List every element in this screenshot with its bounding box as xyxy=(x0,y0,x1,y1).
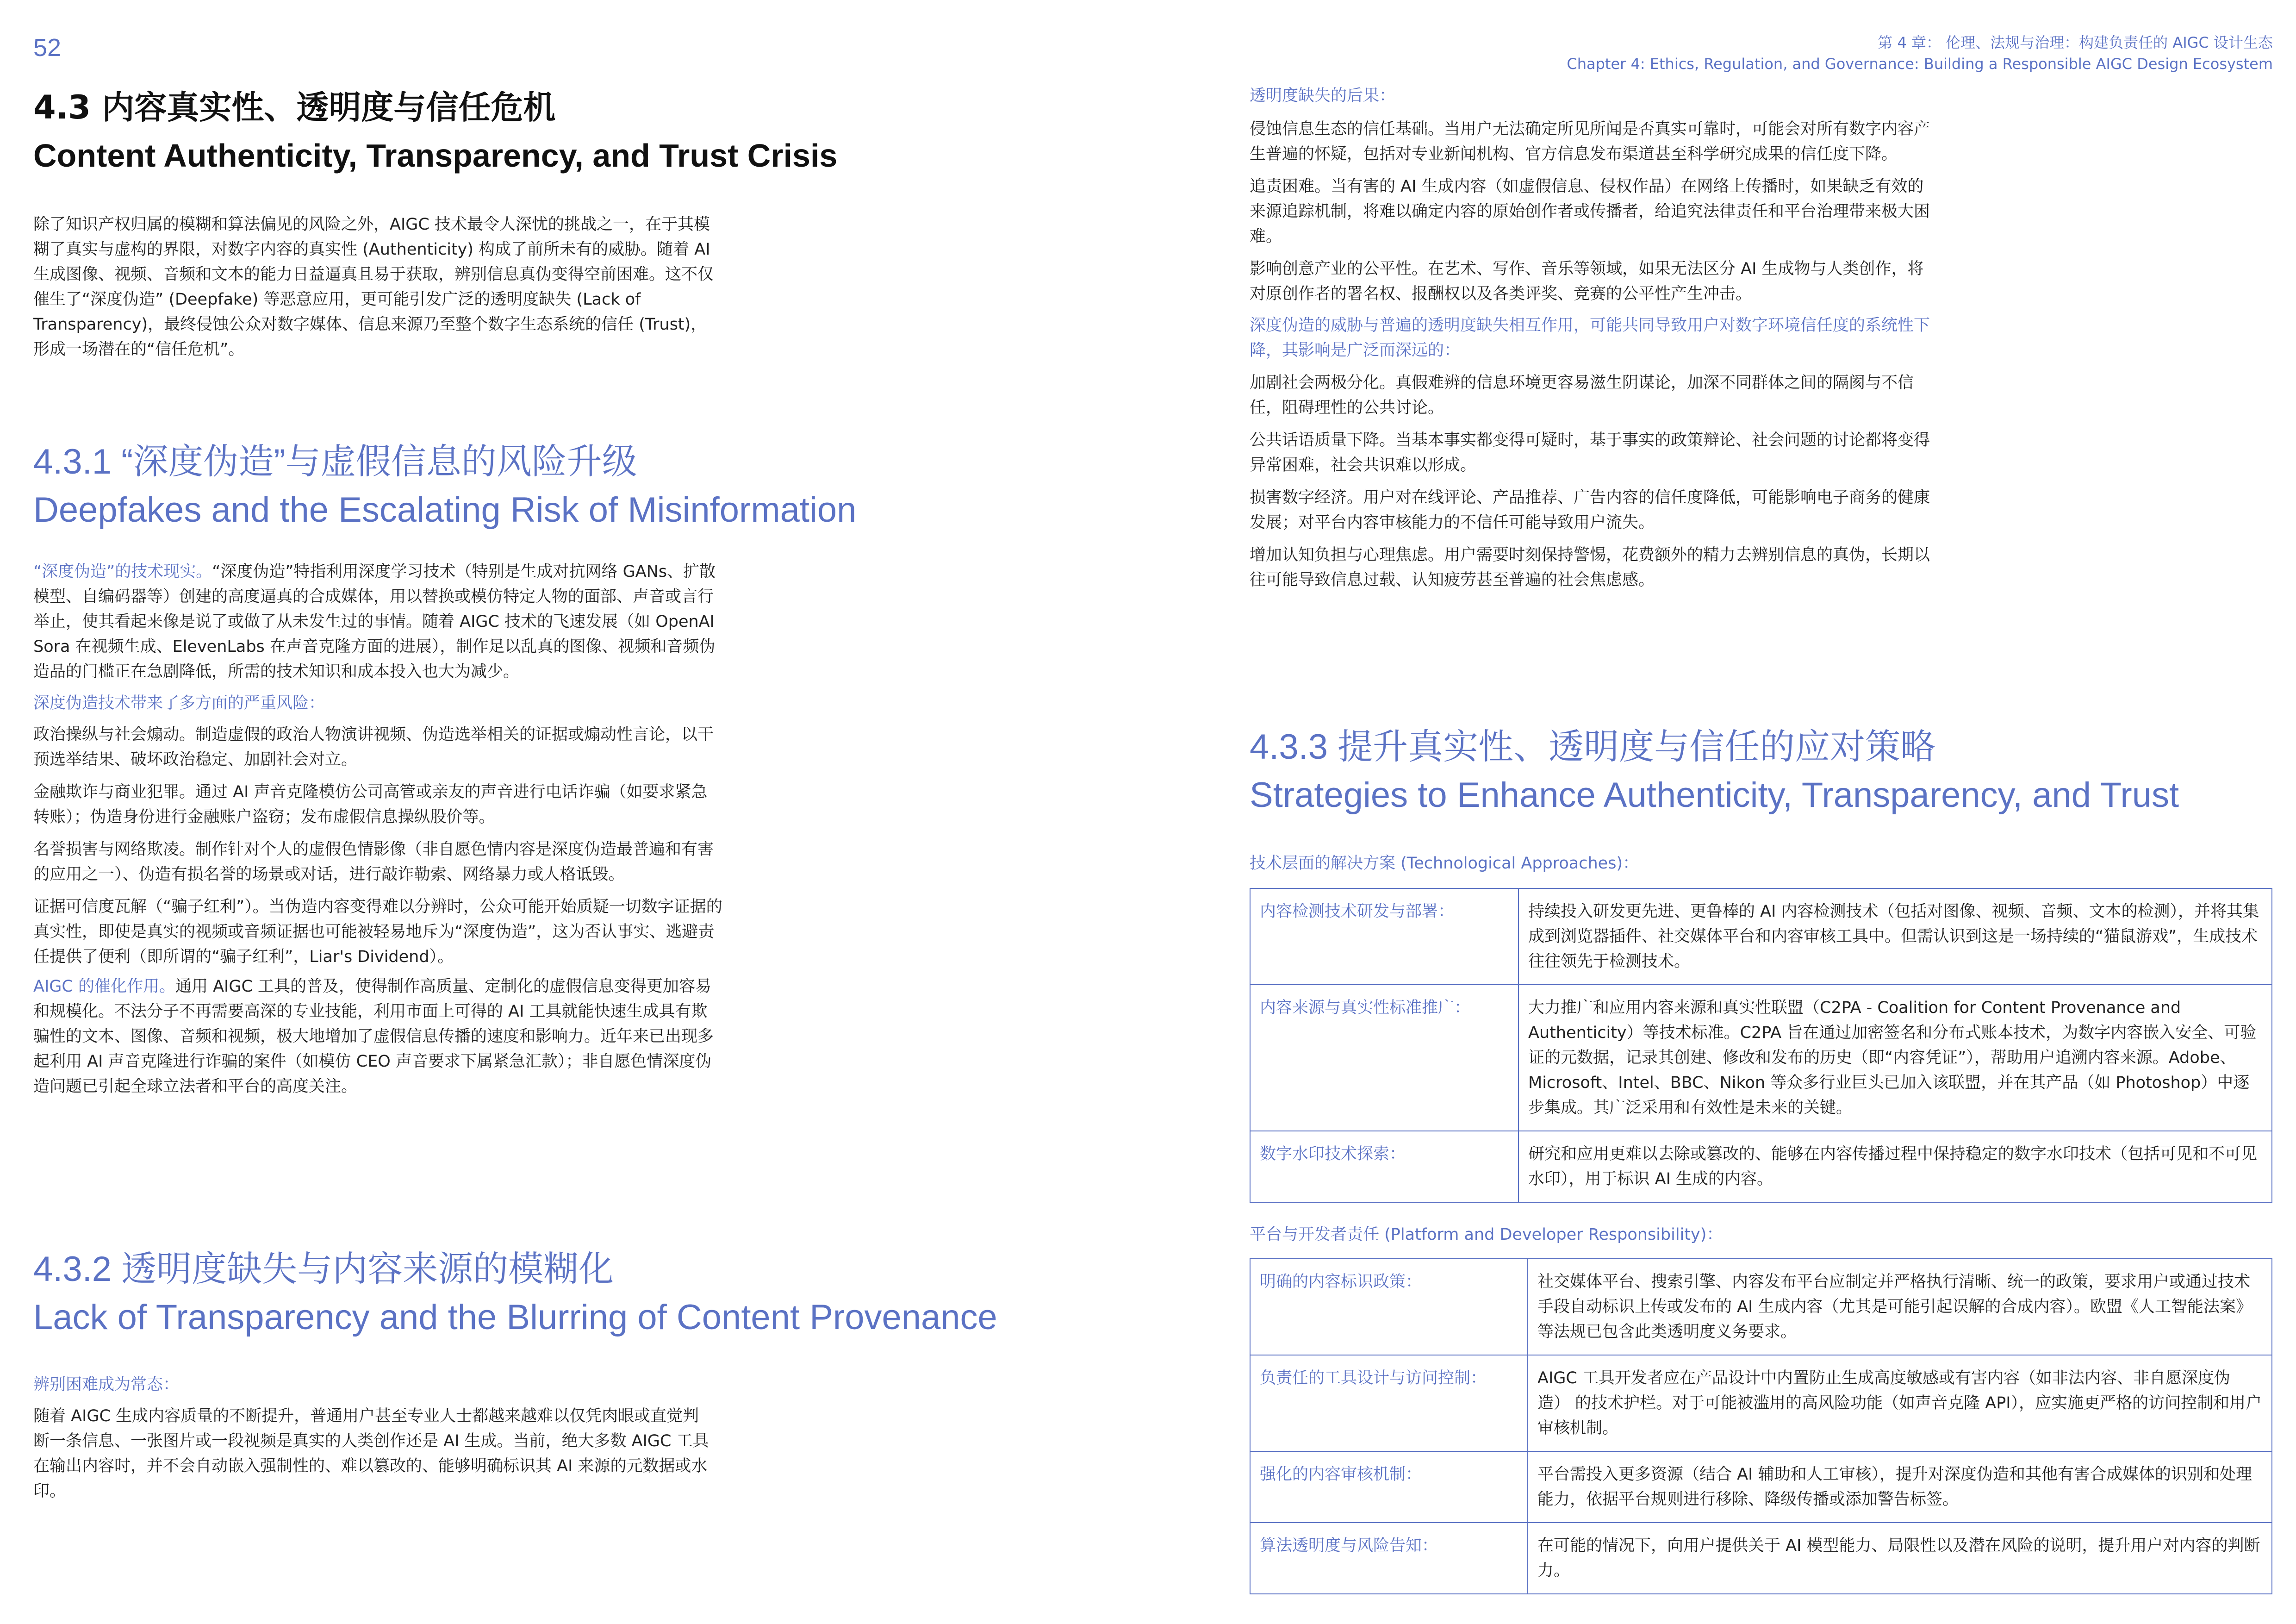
heading-4-3-2 xyxy=(33,1245,1052,1342)
table-row xyxy=(1250,1523,2272,1594)
table-row xyxy=(1250,888,2272,985)
heading-4-3-1 xyxy=(33,438,866,534)
heading-4-3-2-en: Lack of Transparency and the Blurring of Content Provenance xyxy=(33,1298,997,1337)
paragraph-lead: “深度伪造”的技术现实。 xyxy=(33,562,212,581)
platform-responsibility-label: 平台与开发者责任 (Platform and Developer Responsibility)： xyxy=(1250,1225,1723,1244)
page-number: 52 xyxy=(33,34,62,62)
row-key: 明确的内容标识政策： xyxy=(1250,1259,1528,1355)
table-row xyxy=(1250,1131,2272,1202)
consequence-fairness: 影响创意产业的公平性。在艺术、写作、音乐等领域，如果无法区分 AI 生成物与人类创作，将对原创作者的署名权、报酬权以及各类评奖、竞赛的公平性产生冲击。 xyxy=(1250,260,1924,303)
heading-4-3-2-zh: 4.3.2 透明度缺失与内容来源的模糊化 xyxy=(33,1249,614,1289)
tech-approaches-table xyxy=(1250,888,2272,1203)
section-title-zh: 4.3 内容真实性、透明度与信任危机 xyxy=(33,88,556,126)
heading-4-3-1-en: Deepfakes and the Escalating Risk of Misinformation xyxy=(33,490,857,530)
tech-approaches-label: 技术层面的解决方案 (Technological Approaches)： xyxy=(1250,854,1639,873)
heading-4-3-3-en: Strategies to Enhance Authenticity, Transparency, and Trust xyxy=(1250,775,2179,815)
interplay-label: 深度伪造的威胁与普遍的透明度缺失相互作用，可能共同导致用户对数字环境信任度的系统性下降，其影响是广泛而深远的： xyxy=(1250,316,1930,360)
running-header-en: Chapter 4: Ethics, Regulation, and Governance: Building a Responsible AIGC Design Ecosystem xyxy=(1567,55,2273,73)
paragraph-text: 通用 AIGC 工具的普及，使得制作高质量、定制化的虚假信息变得更加容易和规模化。不法分子不再需要高深的专业技能，利用市面上可得的 AI 工具就能快速生成具有欺骗性的文本、图像、音频和视频，极大地增加了虚假信息传播的速度和影响力。近年来已出现多起利用 AI 声音克隆进行诈骗的案件（如模仿 CEO 声音要求下属紧急汇款）；非自愿色情深度伪造问题已引起全球立法者和平台的高度关注。 xyxy=(33,977,714,1096)
consequences-label: 透明度缺失的后果： xyxy=(1250,87,1396,105)
deepfake-reality-paragraph xyxy=(33,559,723,684)
heading-4-3-3-zh: 4.3.3 提升真实性、透明度与信任的应对策略 xyxy=(1250,727,1936,767)
heading-4-3-1-zh: 4.3.1 “深度伪造”与虚假信息的风险升级 xyxy=(33,442,637,481)
row-value: 在可能的情况下，向用户提供关于 AI 模型能力、局限性以及潜在风险的说明，提升用户对内容的判断力。 xyxy=(1528,1523,2272,1594)
difficulty-label: 辨别困难成为常态： xyxy=(33,1375,180,1394)
impact-polarization: 加剧社会两极分化。真假难辨的信息环境更容易滋生阴谋论，加深不同群体之间的隔阂与不信任，阻碍理性的公共讨论。 xyxy=(1250,374,1914,417)
s432-body xyxy=(33,1372,714,1504)
section-title-en: Content Authenticity, Transparency, and Trust Crisis xyxy=(33,137,838,174)
paragraph-lead: AIGC 的催化作用。 xyxy=(33,977,175,996)
section-title xyxy=(33,83,837,180)
s431-body xyxy=(33,559,723,1099)
row-key: 数字水印技术探索： xyxy=(1250,1131,1518,1202)
section-intro: 除了知识产权归属的模糊和算法偏见的风险之外，AIGC 技术最令人深忧的挑战之一，在于其模糊了真实与虚构的界限，对数字内容的真实性 (Authenticity) 构成了前所未有的威胁。随着 AI 生成图像、视频、音频和文本的能力日益逼真且易于获取，辨别信息真伪变得空前困难。这不仅催生了“深度伪造” (Deepfake) 等恶意应用，更可能引发广泛的透明度缺失 (Lack of Transparency)，最终侵蚀公众对数字媒体、信息来源乃至整个数字生态系统的信任 (Trust)，形成一场潜在的“信任危机”。 xyxy=(33,215,714,359)
risk-financial: 金融欺诈与商业犯罪。通过 AI 声音克隆模仿公司高管或亲友的声音进行电话诈骗（如要求紧急转账）；伪造身份进行金融账户盗窃；发布虚假信息操纵股价等。 xyxy=(33,783,708,826)
consequence-trust: 侵蚀信息生态的信任基础。当用户无法确定所见所闻是否真实可靠时，可能会对所有数字内容产生普遍的怀疑，包括对专业新闻机构、官方信息发布渠道甚至科学研究成果的信任度下降。 xyxy=(1250,120,1930,163)
running-header-zh: 第 4 章： 伦理、法规与治理：构建负责任的 AIGC 设计生态 xyxy=(1878,34,2273,51)
difficulty-paragraph: 随着 AIGC 生成内容质量的不断提升，普通用户甚至专业人士都越来越难以仅凭肉眼或直觉判断一条信息、一张图片或一段视频是真实的人类创作还是 AI 生成。当前，绝大多数 AIGC 工具在输出内容时，并不会自动嵌入强制性的、难以篡改的、能够明确标识其 AI 来源的元数据或水印。 xyxy=(33,1407,709,1500)
risks-label: 深度伪造技术带来了多方面的严重风险： xyxy=(33,694,325,712)
row-key: 强化的内容审核机制： xyxy=(1250,1451,1528,1523)
risk-political: 政治操纵与社会煽动。制造虚假的政治人物演讲视频、伪造选举相关的证据或煽动性言论，以干预选举结果、破坏政治稳定、加剧社会对立。 xyxy=(33,725,714,769)
table-row xyxy=(1250,985,2272,1131)
row-key: 内容检测技术研发与部署： xyxy=(1250,888,1518,985)
s432-consequences xyxy=(1250,83,1935,593)
aigc-catalyst-paragraph xyxy=(33,974,723,1099)
row-value: 研究和应用更难以去除或篡改的、能够在内容传播过程中保持稳定的数字水印技术（包括可见和不可见水印），用于标识 AI 生成的内容。 xyxy=(1518,1131,2272,1202)
impact-discourse: 公共话语质量下降。当基本事实都变得可疑时，基于事实的政策辩论、社会问题的讨论都将变得异常困难，社会共识难以形成。 xyxy=(1250,431,1930,475)
heading-4-3-3 xyxy=(1250,723,2268,819)
row-value: 平台需投入更多资源（结合 AI 辅助和人工审核），提升对深度伪造和其他有害合成媒体的识别和处理能力，依据平台规则进行移除、降级传播或添加警告标签。 xyxy=(1528,1451,2272,1523)
row-value: 持续投入研发更先进、更鲁棒的 AI 内容检测技术（包括对图像、视频、音频、文本的检测），并将其集成到浏览器插件、社交媒体平台和内容审核工具中。但需认识到这是一场持续的“猫鼠游戏”，生成技术往往领先于检测技术。 xyxy=(1518,888,2272,985)
risk-evidence: 证据可信度瓦解（“骗子红利”）。当伪造内容变得难以分辨时，公众可能开始质疑一切数字证据的真实性，即使是真实的视频或音频证据也可能被轻易地斥为“深度伪造”，这为否认事实、逃避责任提供了便利（即所谓的“骗子红利”，Liar's Dividend）。 xyxy=(33,898,722,966)
impact-cognitive: 增加认知负担与心理焦虑。用户需要时刻保持警惕，花费额外的精力去辨别信息的真伪，长期以往可能导致信息过载、认知疲劳甚至普遍的社会焦虑感。 xyxy=(1250,546,1930,589)
row-value: AIGC 工具开发者应在产品设计中内置防止生成高度敏感或有害内容（如非法内容、非自愿深度伪造） 的技术护栏。对于可能被滥用的高风险功能（如声音克隆 API），应实施更严格的访问控制和用户审核机制。 xyxy=(1528,1355,2272,1451)
row-value: 大力推广和应用内容来源和真实性联盟（C2PA - Coalition for Content Provenance and Authenticity）等技术标准。C2PA 旨在通过加密签名和分布式账本技术，为数字内容嵌入安全、可验证的元数据，记录其创建、修改和发布的历史（即“内容凭证”），帮助用户追溯内容来源。Adobe、Microsoft、Intel、BBC、Nikon 等众多行业巨头已加入该联盟，并在其产品（如 Photoshop）中逐步集成。其广泛采用和有效性是未来的关键。 xyxy=(1518,985,2272,1131)
table-row xyxy=(1250,1451,2272,1523)
row-key: 内容来源与真实性标准推广： xyxy=(1250,985,1518,1131)
consequence-accountability: 追责困难。当有害的 AI 生成内容（如虚假信息、侵权作品）在网络上传播时，如果缺乏有效的来源追踪机制，将难以确定内容的原始创作者或传播者，给追究法律责任和平台治理带来极大困难。 xyxy=(1250,177,1930,246)
impact-economy: 损害数字经济。用户对在线评论、产品推荐、广告内容的信任度降低，可能影响电子商务的健康发展；对平台内容审核能力的不信任可能导致用户流失。 xyxy=(1250,488,1930,532)
table-row xyxy=(1250,1259,2272,1355)
row-key: 负责任的工具设计与访问控制： xyxy=(1250,1355,1528,1451)
row-key: 算法透明度与风险告知： xyxy=(1250,1523,1528,1594)
platform-responsibility-table xyxy=(1250,1258,2272,1594)
risk-reputation: 名誉损害与网络欺凌。制作针对个人的虚假色情影像（非自愿色情内容是深度伪造最普遍和有害的应用之一）、伪造有损名誉的场景或对话，进行敲诈勒索、网络暴力或人格诋毁。 xyxy=(33,840,714,884)
row-value: 社交媒体平台、搜索引擎、内容发布平台应制定并严格执行清晰、统一的政策，要求用户或通过技术手段自动标识上传或发布的 AI 生成内容（尤其是可能引起误解的合成内容）。欧盟《人工智能法案》等法规已包含此类透明度义务要求。 xyxy=(1528,1259,2272,1355)
paragraph-text: “深度伪造”特指利用深度学习技术（特别是生成对抗网络 GANs、扩散模型、自编码器等）创建的高度逼真的合成媒体，用以替换或模仿特定人物的面部、声音或言行举止，使其看起来像是说了或做了从未发生过的事情。随着 AIGC 技术的飞速发展（如 OpenAI Sora 在视频生成、ElevenLabs 在声音克隆方面的进展），制作足以乱真的图像、视频和音频伪造品的门槛正在急剧降低，所需的技术知识和成本投入也大为减少。 xyxy=(33,562,716,681)
table-row xyxy=(1250,1355,2272,1451)
